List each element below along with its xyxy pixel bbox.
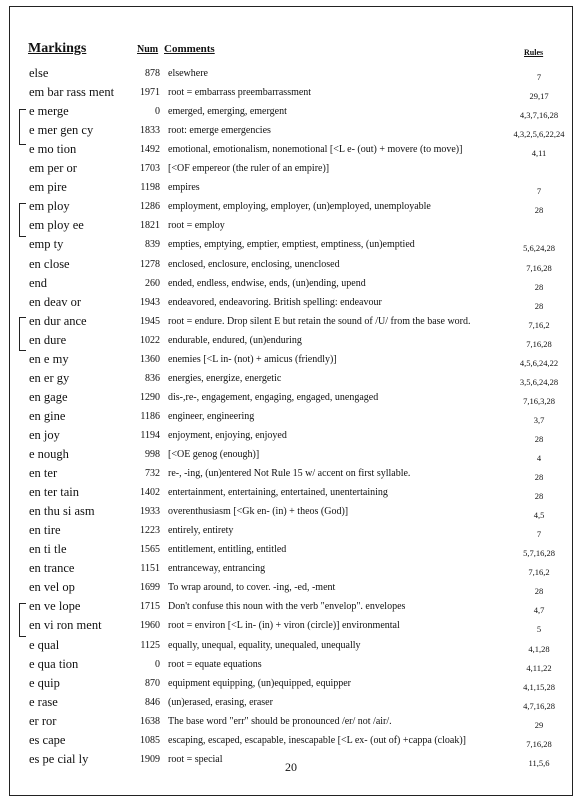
word-rules: 7,16,28 — [526, 338, 552, 349]
word-rules: 7,16,28 — [526, 262, 552, 273]
word-rules: 28 — [534, 491, 544, 502]
word-markings: en close — [29, 256, 70, 271]
word-comment: equipment equipping, (un)equipped, equipper — [168, 677, 352, 689]
word-rules: 28 — [534, 472, 544, 483]
word-markings: en thu si asm — [29, 504, 95, 519]
word-comment: To wrap around, to cover. -ing, -ed, -ment — [168, 582, 336, 594]
markings-header: Markings — [28, 41, 87, 56]
word-comment: emerged, emerging, emergent — [168, 106, 287, 118]
word-markings: em ploy — [29, 199, 70, 214]
word-markings: es cape — [29, 732, 66, 747]
word-comment: overenthusiasm [<Gk en- (in) + theos (God)] — [168, 506, 349, 518]
word-markings: e nough — [29, 447, 69, 461]
word-rules: 4,3,7,16,28 — [519, 110, 559, 121]
word-rules: 11,5,6 — [528, 757, 550, 768]
word-comment: root = equate equations — [168, 658, 262, 670]
word-comment: enemies [<L in- (not) + amicus (friendly)] — [168, 353, 337, 365]
word-number: 1022 — [140, 334, 160, 346]
word-number: 998 — [145, 449, 160, 460]
word-rules: 28 — [534, 586, 544, 597]
word-markings: en vi ron ment — [29, 618, 102, 633]
word-rules: 4,3,2,5,6,22,24 — [513, 129, 565, 140]
word-markings: en dure — [29, 332, 67, 347]
page-number: 20 — [285, 760, 297, 774]
word-markings: en er gy — [29, 370, 70, 385]
word-comment: root = environ [<L in- (in) + viron (circle)] environmental — [168, 620, 400, 632]
word-rules: 5 — [536, 624, 542, 635]
word-number: 1565 — [140, 544, 160, 556]
word-comment: endurable, endured, (un)enduring — [168, 334, 302, 346]
word-rules: 4,1,28 — [528, 643, 550, 654]
word-markings: en tire — [29, 523, 61, 538]
word-markings: end — [29, 275, 48, 290]
word-number: 1492 — [140, 144, 160, 156]
bracket-endure — [19, 317, 26, 351]
word-comment: elsewhere — [168, 68, 208, 79]
word-markings: e qual — [29, 637, 60, 652]
word-comment: energies, energize, energetic — [168, 372, 282, 384]
word-number: 1715 — [140, 601, 160, 613]
word-number: 0 — [155, 658, 160, 670]
word-number: 0 — [155, 106, 160, 118]
word-comment: [<OF empereor (the ruler of an empire)] — [168, 163, 330, 175]
word-markings: else — [29, 66, 49, 80]
word-markings: en trance — [29, 561, 75, 576]
num-header: Num — [137, 44, 159, 55]
word-number: 1198 — [140, 182, 160, 194]
word-number: 1943 — [140, 296, 160, 308]
bracket-envelope — [19, 603, 26, 637]
word-comment: The base word "err" should be pronounced /er/ not /air/. — [168, 715, 392, 727]
word-markings: en ter — [29, 466, 58, 481]
word-comment: employment, employing, employer, (un)employed, unemployable — [168, 201, 431, 213]
word-markings: e qua tion — [29, 656, 79, 671]
word-markings: en ve lope — [29, 599, 81, 614]
word-comment: entranceway, entrancing — [168, 563, 266, 575]
word-number: 1278 — [140, 258, 160, 270]
word-markings: e quip — [29, 675, 60, 690]
word-rules: 4 — [536, 453, 542, 463]
word-number: 1821 — [140, 220, 160, 232]
word-markings: en joy — [29, 427, 60, 442]
word-markings: em bar rass ment — [29, 85, 115, 100]
word-comment: dis-,re-, engagement, engaging, engaged, unengaged — [168, 391, 379, 403]
word-comment: root = employ — [168, 220, 225, 232]
word-markings: en deav or — [29, 294, 82, 309]
word-number: 1833 — [140, 125, 160, 137]
word-markings: en e my — [29, 351, 69, 366]
bracket-emerge — [19, 109, 26, 145]
word-markings: en gine — [29, 408, 66, 423]
word-markings: em ploy ee — [29, 218, 84, 233]
word-markings: e mer gen cy — [29, 123, 94, 138]
word-comment: engineer, engineering — [168, 410, 255, 422]
word-rules: 4,11,22 — [526, 662, 552, 673]
word-rules: 5,7,16,28 — [523, 548, 555, 559]
word-comment: (un)erased, erasing, eraser — [168, 696, 273, 708]
word-markings: en ter tain — [29, 485, 79, 500]
word-markings: e rase — [29, 694, 58, 709]
word-comment: re-, -ing, (un)entered Not Rule 15 w/ accent on first syllable. — [168, 468, 411, 480]
word-rules: 28 — [534, 300, 544, 311]
word-number: 1151 — [140, 563, 160, 575]
word-comment: Don't confuse this noun with the verb "envelop". envelopes — [168, 601, 406, 613]
bracket-employ — [19, 203, 26, 237]
word-rules: 4,5 — [533, 510, 545, 521]
word-number: 1933 — [140, 506, 160, 518]
word-markings: en vel op — [29, 580, 75, 595]
word-comment: enjoyment, enjoying, enjoyed — [168, 429, 287, 441]
word-number: 1638 — [140, 715, 160, 727]
word-markings: e merge — [29, 104, 69, 119]
word-markings: emp ty — [29, 237, 64, 252]
word-number: 878 — [145, 68, 160, 79]
word-number: 1971 — [140, 87, 160, 99]
word-comment: entertainment, entertaining, entertained, unentertaining — [168, 487, 388, 499]
word-number: 1290 — [140, 391, 160, 403]
word-comment: entirely, entirety — [168, 525, 234, 537]
word-number: 732 — [145, 468, 160, 480]
word-rules: 3,7 — [533, 414, 545, 425]
word-rules: 4,7,16,28 — [523, 700, 555, 711]
word-markings: en ti tle — [29, 542, 67, 557]
word-rules: 4,5,6,24,22 — [519, 357, 559, 368]
word-rules: 7,16,2 — [528, 319, 550, 330]
word-comment: [<OE genog (enough)] — [168, 449, 260, 460]
word-rules: 4,1,15,28 — [523, 681, 555, 692]
word-rules: 28 — [534, 205, 544, 216]
word-rules: 7,16,28 — [526, 738, 552, 749]
word-rules: 28 — [534, 433, 544, 444]
word-comment: empties, emptying, emptier, emptiest, emptiness, (un)emptied — [168, 239, 415, 251]
word-rules: 28 — [534, 281, 544, 292]
word-number: 1125 — [140, 639, 160, 651]
word-markings: er ror — [29, 713, 57, 728]
word-comment: ended, endless, endwise, ends, (un)ending, upend — [168, 277, 366, 289]
word-comment: escaping, escaped, escapable, inescapable [<L ex- (out of) +cappa (cloak)] — [168, 734, 466, 746]
word-number: 260 — [145, 277, 160, 289]
word-comment: root: emerge emergencies — [168, 125, 271, 137]
word-comment: enclosed, enclosure, enclosing, unenclosed — [168, 258, 340, 270]
word-markings: e mo tion — [29, 142, 77, 157]
word-number: 1402 — [140, 487, 160, 499]
word-comment: root = endure. Drop silent E but retain the sound of /U/ from the base word. — [168, 315, 471, 327]
word-number: 1194 — [140, 429, 160, 441]
word-rules: 7 — [536, 529, 542, 540]
word-number: 1223 — [140, 525, 160, 537]
word-number: 1960 — [140, 620, 160, 632]
word-number: 1703 — [140, 163, 160, 175]
word-number: 839 — [145, 239, 160, 251]
word-rules: 5,6,24,28 — [523, 243, 555, 254]
word-rules: 4,7 — [533, 605, 545, 616]
word-comment: equally, unequal, equality, unequaled, unequally — [168, 639, 361, 651]
rules-header: Rules — [524, 48, 544, 57]
word-number: 1286 — [140, 201, 160, 213]
word-comment: endeavored, endeavoring. British spelling: endeavour — [168, 296, 382, 308]
word-number: 1085 — [140, 734, 160, 746]
word-number: 1186 — [140, 410, 160, 422]
word-rules: 29 — [534, 719, 544, 730]
comments-header: Comments — [164, 43, 215, 55]
word-rules: 7 — [536, 72, 542, 82]
word-number: 1945 — [140, 315, 160, 327]
word-comment: emotional, emotionalism, nonemotional [<L e- (out) + movere (to move)] — [168, 144, 463, 156]
word-markings: em per or — [29, 161, 77, 176]
word-comment: root = special — [168, 753, 223, 765]
word-comment: entitlement, entitling, entitled — [168, 544, 287, 556]
word-rules: 29,17 — [529, 91, 549, 102]
word-markings: em pire — [29, 180, 67, 195]
word-number: 1699 — [140, 582, 160, 594]
word-rules: 7,16,2 — [528, 567, 550, 578]
word-number: 870 — [145, 677, 160, 689]
word-comment: empires — [168, 182, 200, 194]
word-rules: 7,16,3,28 — [523, 395, 555, 406]
word-number: 846 — [145, 696, 160, 708]
word-number: 1360 — [140, 353, 160, 365]
word-number: 1909 — [140, 753, 160, 765]
word-comment: root = embarrass preembarrassment — [168, 87, 312, 99]
word-rules: 3,5,6,24,28 — [519, 376, 559, 387]
word-markings: en dur ance — [29, 313, 87, 328]
word-markings: en gage — [29, 389, 68, 404]
word-rules: 7 — [536, 186, 542, 197]
word-rules: 4,11 — [531, 148, 547, 159]
word-markings: es pe cial ly — [29, 751, 89, 766]
word-number: 836 — [145, 372, 160, 384]
